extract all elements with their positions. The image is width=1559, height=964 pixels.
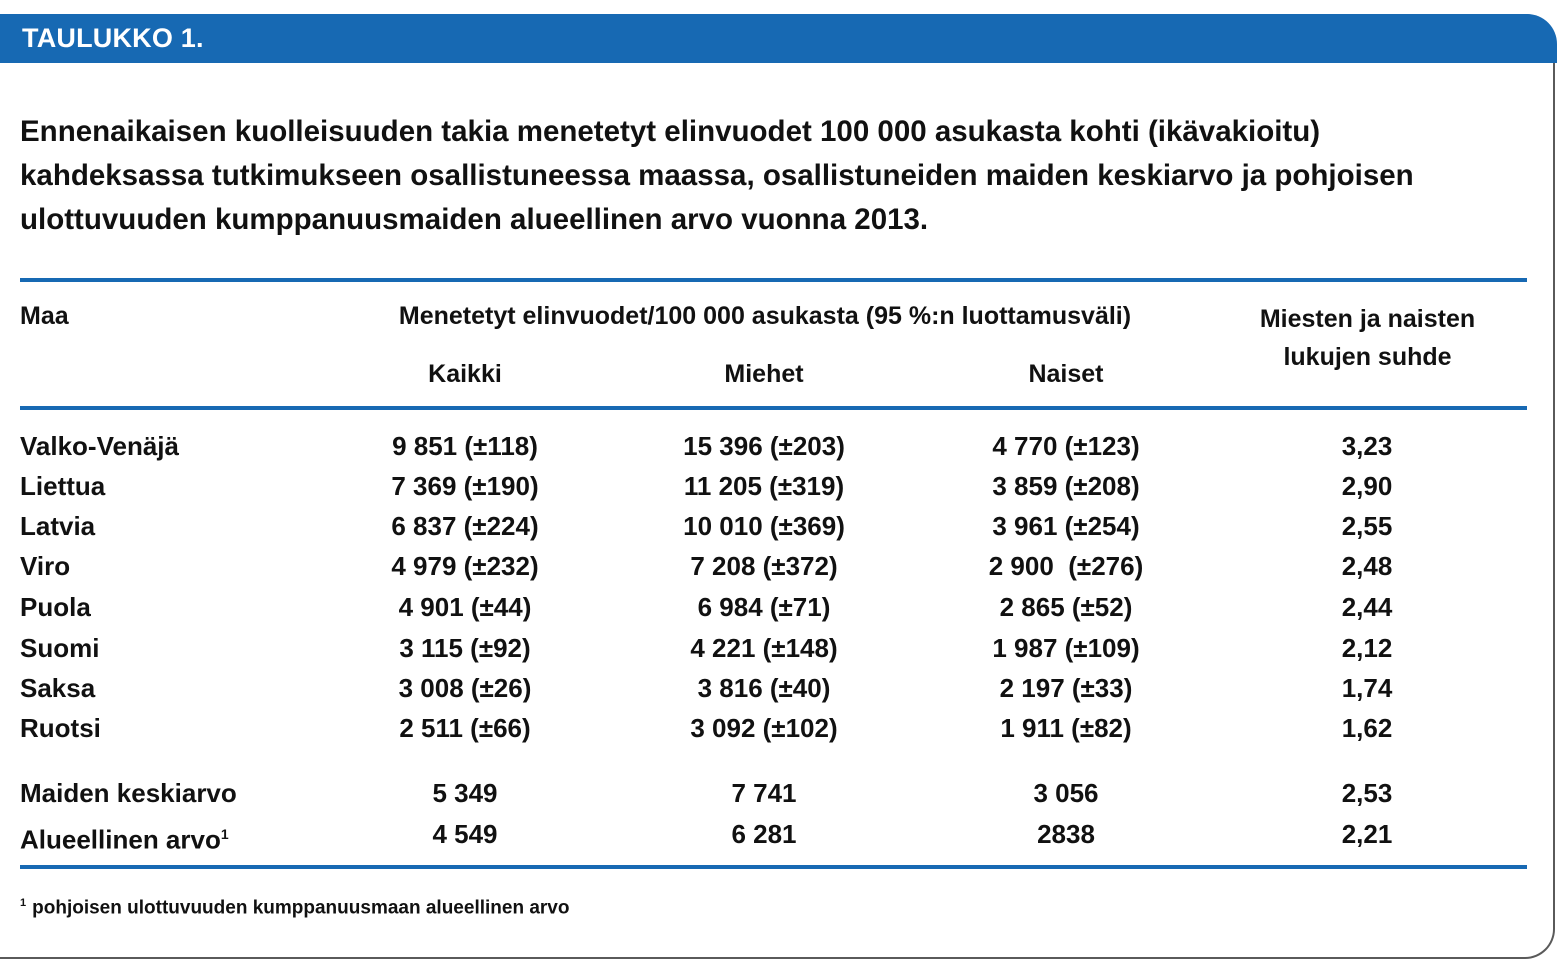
- cell-men: 6 281: [731, 819, 797, 849]
- summary-country-label: Alueellinen arvo: [20, 824, 221, 855]
- cell-men: 3 092 (±102): [690, 713, 838, 743]
- cell-men: 4 221 (±148): [690, 633, 838, 663]
- table-row: [0, 466, 1559, 506]
- cell-women: 2838: [1037, 819, 1095, 849]
- table-row: [0, 426, 1559, 466]
- column-header-all: Kaikki: [428, 360, 502, 388]
- table-header-rule: [20, 406, 1527, 410]
- cell-all: 3 115 (±92): [399, 633, 531, 663]
- table-row: [0, 587, 1559, 627]
- cell-all: 9 851 (±118): [392, 431, 538, 461]
- cell-ratio: 2,53: [1341, 778, 1393, 808]
- cell-men: 7 741: [731, 778, 797, 808]
- footnote: [20, 897, 569, 919]
- table-bottom-rule: [20, 865, 1527, 869]
- column-header-men: Miehet: [724, 360, 804, 388]
- column-header-women: Naiset: [1028, 360, 1104, 388]
- footnote-reference: 1: [220, 826, 229, 842]
- cell-men: 3 816 (±40): [697, 673, 831, 703]
- cell-men: 6 984 (±71): [697, 592, 831, 622]
- table-header-bar: [0, 14, 1557, 63]
- footnote-text: pohjoisen ulottuvuuden kumppanuusmaan alueellinen arvo: [32, 897, 570, 919]
- cell-ratio: 2,44: [1341, 592, 1393, 622]
- cell-women: 2 865 (±52): [999, 592, 1133, 622]
- cell-all: 2 511 (±66): [399, 713, 531, 743]
- cell-country: Puola: [20, 592, 91, 622]
- cell-women: 3 859 (±208): [992, 471, 1140, 501]
- cell-ratio: 2,12: [1341, 633, 1393, 663]
- cell-ratio: 2,90: [1341, 471, 1393, 501]
- cell-all: 4 549: [432, 819, 498, 849]
- cell-country: Latvia: [20, 511, 96, 541]
- cell-ratio: 2,48: [1341, 551, 1393, 581]
- cell-all: 4 979 (±232): [391, 551, 539, 581]
- cell-country: [20, 814, 229, 860]
- cell-ratio: 1,74: [1341, 673, 1393, 703]
- caption-line-3: ulottuvuuden kumppanuusmaiden alueellinen arvo vuonna 2013.: [20, 203, 929, 236]
- table-number: TAULUKKO 1.: [22, 23, 204, 53]
- summary-row: [0, 814, 1559, 854]
- ratio-header-line-2: lukujen suhde: [1283, 343, 1452, 371]
- cell-country: Ruotsi: [20, 713, 101, 743]
- table-row: [0, 628, 1559, 668]
- cell-women: 4 770 (±123): [992, 431, 1140, 461]
- ratio-header-line-1: Miesten ja naisten: [1259, 305, 1476, 333]
- cell-men: 10 010 (±369): [683, 511, 845, 541]
- cell-women: 2 900 (±276): [988, 551, 1144, 581]
- cell-women: 1 911 (±82): [1000, 713, 1132, 743]
- cell-ratio: 2,21: [1341, 819, 1393, 849]
- cell-country: Maiden keskiarvo: [20, 778, 237, 808]
- cell-women: 2 197 (±33): [999, 673, 1133, 703]
- footnote-mark: 1: [20, 897, 27, 909]
- cell-men: 11 205 (±319): [683, 471, 845, 501]
- cell-women: 1 987 (±109): [992, 633, 1140, 663]
- cell-country: Viro: [20, 551, 71, 581]
- cell-country: Saksa: [20, 673, 96, 703]
- cell-all: 5 349: [432, 778, 498, 808]
- table-row: [0, 506, 1559, 546]
- cell-men: 7 208 (±372): [690, 551, 838, 581]
- cell-country: Valko-Venäjä: [20, 431, 179, 461]
- table-row: [0, 546, 1559, 586]
- table-row: [0, 708, 1559, 748]
- cell-country: Suomi: [20, 633, 100, 663]
- table-caption: [20, 110, 1520, 242]
- column-group-header: Menetetyt elinvuodet/100 000 asukasta (95 %:n luottamusväli): [398, 302, 1132, 330]
- cell-country: Liettua: [20, 471, 106, 501]
- column-header-country: Maa: [20, 302, 69, 330]
- table-top-rule: [20, 278, 1527, 282]
- cell-men: 15 396 (±203): [683, 431, 845, 461]
- cell-ratio: 2,55: [1341, 511, 1393, 541]
- cell-ratio: 1,62: [1341, 713, 1393, 743]
- cell-ratio: 3,23: [1341, 431, 1393, 461]
- cell-all: 6 837 (±224): [391, 511, 539, 541]
- caption-line-1: Ennenaikaisen kuolleisuuden takia menetetyt elinvuodet 100 000 asukasta kohti (ikävakioitu): [20, 115, 1321, 148]
- cell-all: 7 369 (±190): [391, 471, 539, 501]
- column-header-ratio: [1215, 300, 1520, 376]
- table-row: [0, 668, 1559, 708]
- summary-row: [0, 773, 1559, 813]
- cell-women: 3 961 (±254): [992, 511, 1140, 541]
- caption-line-2: kahdeksassa tutkimukseen osallistuneessa maassa, osallistuneiden maiden keskiarvo ja pohjoisen: [20, 159, 1414, 192]
- cell-all: 3 008 (±26): [398, 673, 532, 703]
- cell-all: 4 901 (±44): [398, 592, 532, 622]
- cell-women: 3 056: [1033, 778, 1099, 808]
